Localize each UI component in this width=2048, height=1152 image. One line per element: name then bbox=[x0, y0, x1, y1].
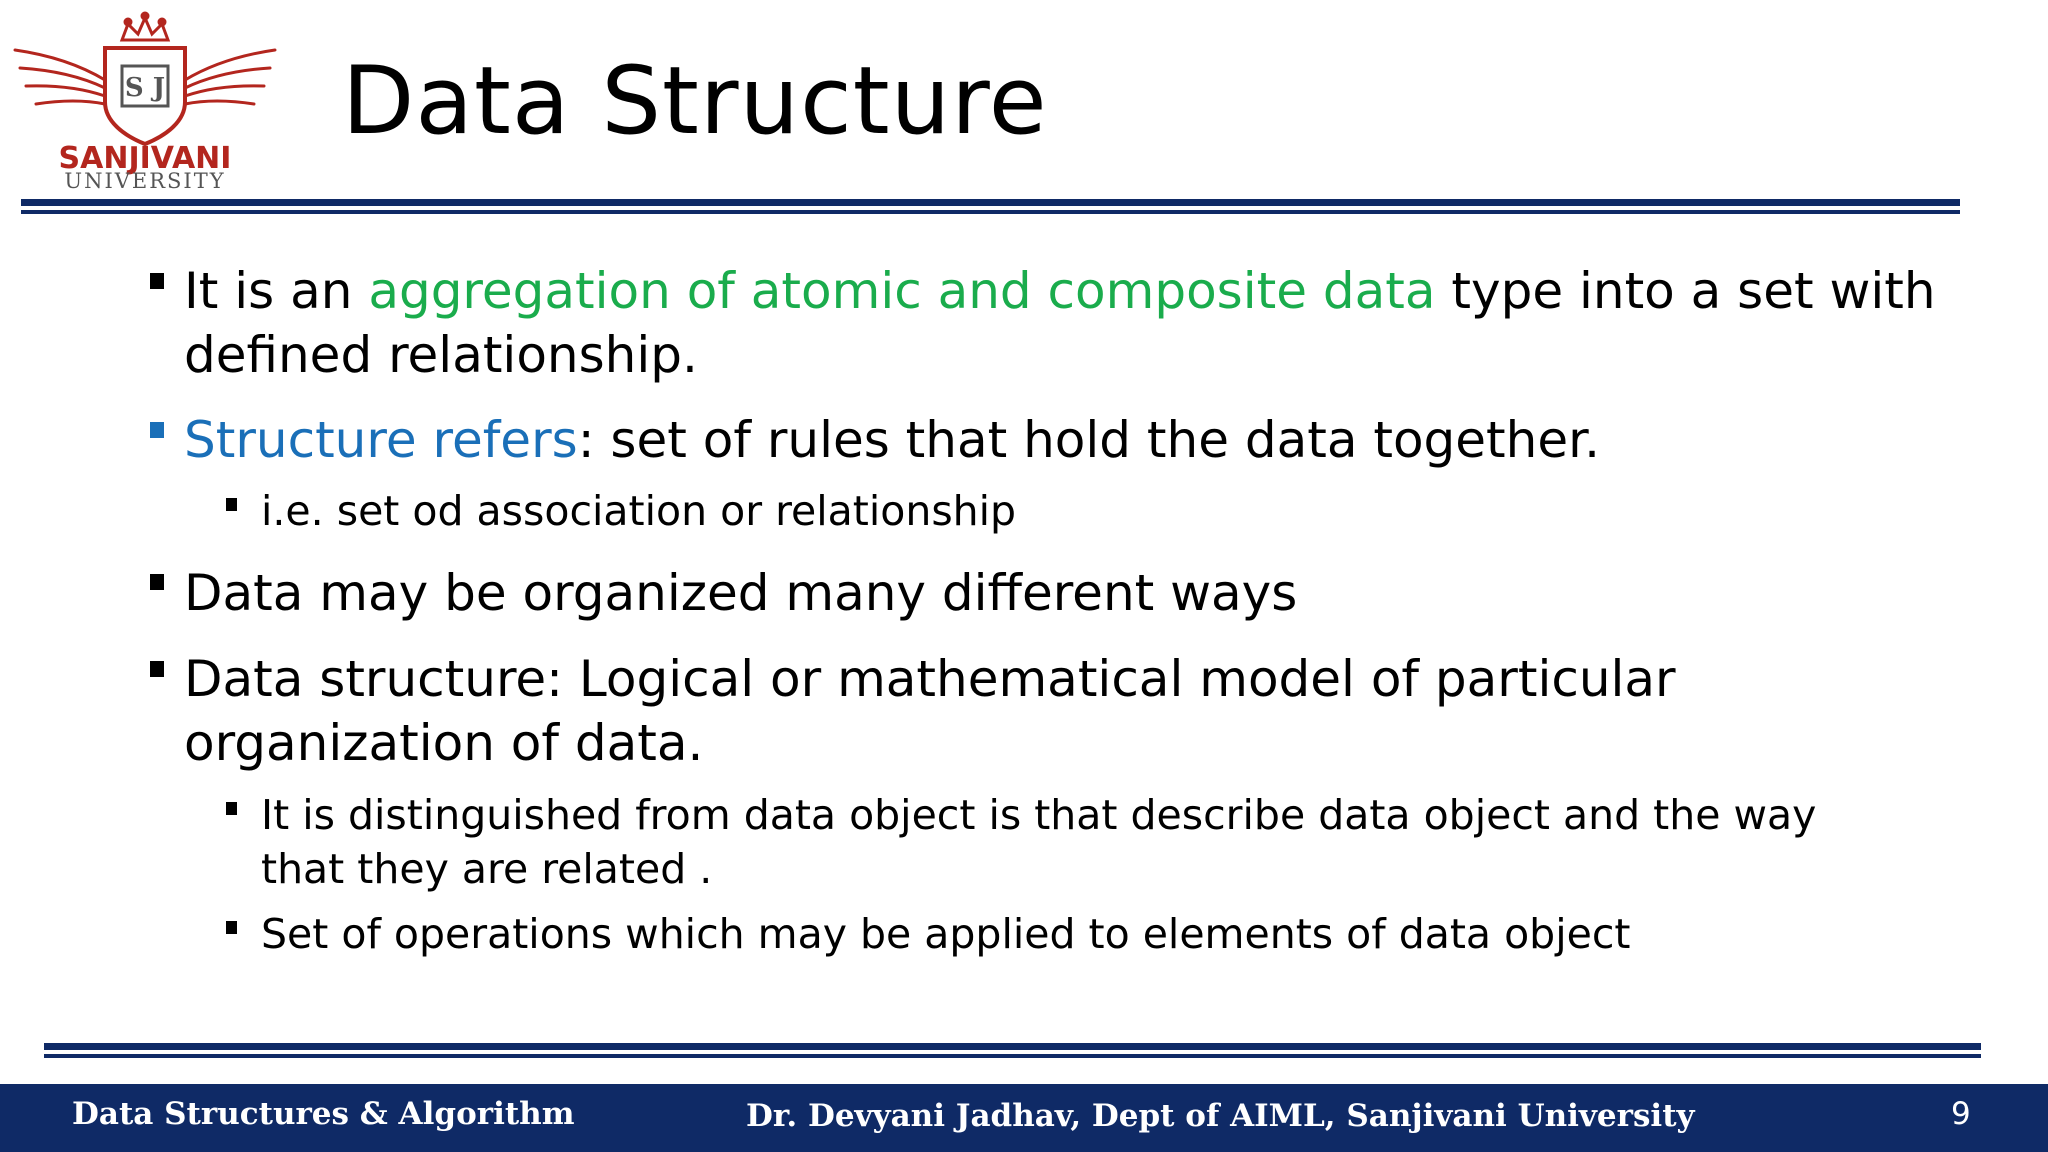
bullet-line: It is distinguished from data object is that describe data object and the way bbox=[261, 791, 1817, 839]
svg-text:S J: S J bbox=[124, 73, 166, 103]
bullet-line-continuation: defined relationship. bbox=[184, 326, 698, 384]
square-bullet-icon bbox=[150, 422, 164, 438]
bullet-line: Set of operations which may be applied to elements of data object bbox=[261, 910, 1631, 958]
slide-title: Data Structure bbox=[342, 47, 1048, 156]
header-rule-thin bbox=[21, 210, 1960, 214]
bullet-line: i.e. set od association or relationship bbox=[261, 487, 1017, 535]
footer-bar bbox=[0, 1084, 2048, 1152]
bullet-line: Data structure: Logical or mathematical model of particular bbox=[184, 650, 1676, 708]
svg-text:SANJIVANI: SANJIVANI bbox=[58, 141, 232, 176]
university-crest-icon bbox=[10, 10, 280, 190]
highlight-text: aggregation of atomic and composite data bbox=[368, 262, 1436, 320]
footer-rule-thin bbox=[44, 1054, 1981, 1058]
slide-number: 9 bbox=[1951, 1096, 1971, 1132]
footer-rule-thick bbox=[44, 1043, 1981, 1050]
footer-course-title: Data Structures & Algorithm bbox=[72, 1096, 575, 1132]
svg-text:UNIVERSITY: UNIVERSITY bbox=[64, 169, 226, 190]
square-bullet-icon bbox=[226, 498, 237, 511]
footer-author: Dr. Devyani Jadhav, Dept of AIML, Sanjivani University bbox=[746, 1098, 1695, 1134]
bullet-line: Data may be organized many different ways bbox=[184, 564, 1298, 622]
square-bullet-icon bbox=[226, 802, 237, 815]
university-logo bbox=[10, 10, 280, 190]
highlight-text: Structure refers bbox=[184, 411, 578, 469]
bullet-line-continuation: that they are related . bbox=[261, 845, 713, 893]
square-bullet-icon bbox=[150, 273, 164, 289]
bullet-line-continuation: organization of data. bbox=[184, 714, 704, 772]
bullet-line: Structure refers: set of rules that hold the data together. bbox=[184, 411, 1600, 469]
bullet-line: It is an aggregation of atomic and composite data type into a set with bbox=[184, 262, 1936, 320]
square-bullet-icon bbox=[150, 574, 164, 590]
square-bullet-icon bbox=[226, 921, 237, 934]
header-rule-thick bbox=[21, 199, 1960, 206]
square-bullet-icon bbox=[150, 661, 164, 677]
